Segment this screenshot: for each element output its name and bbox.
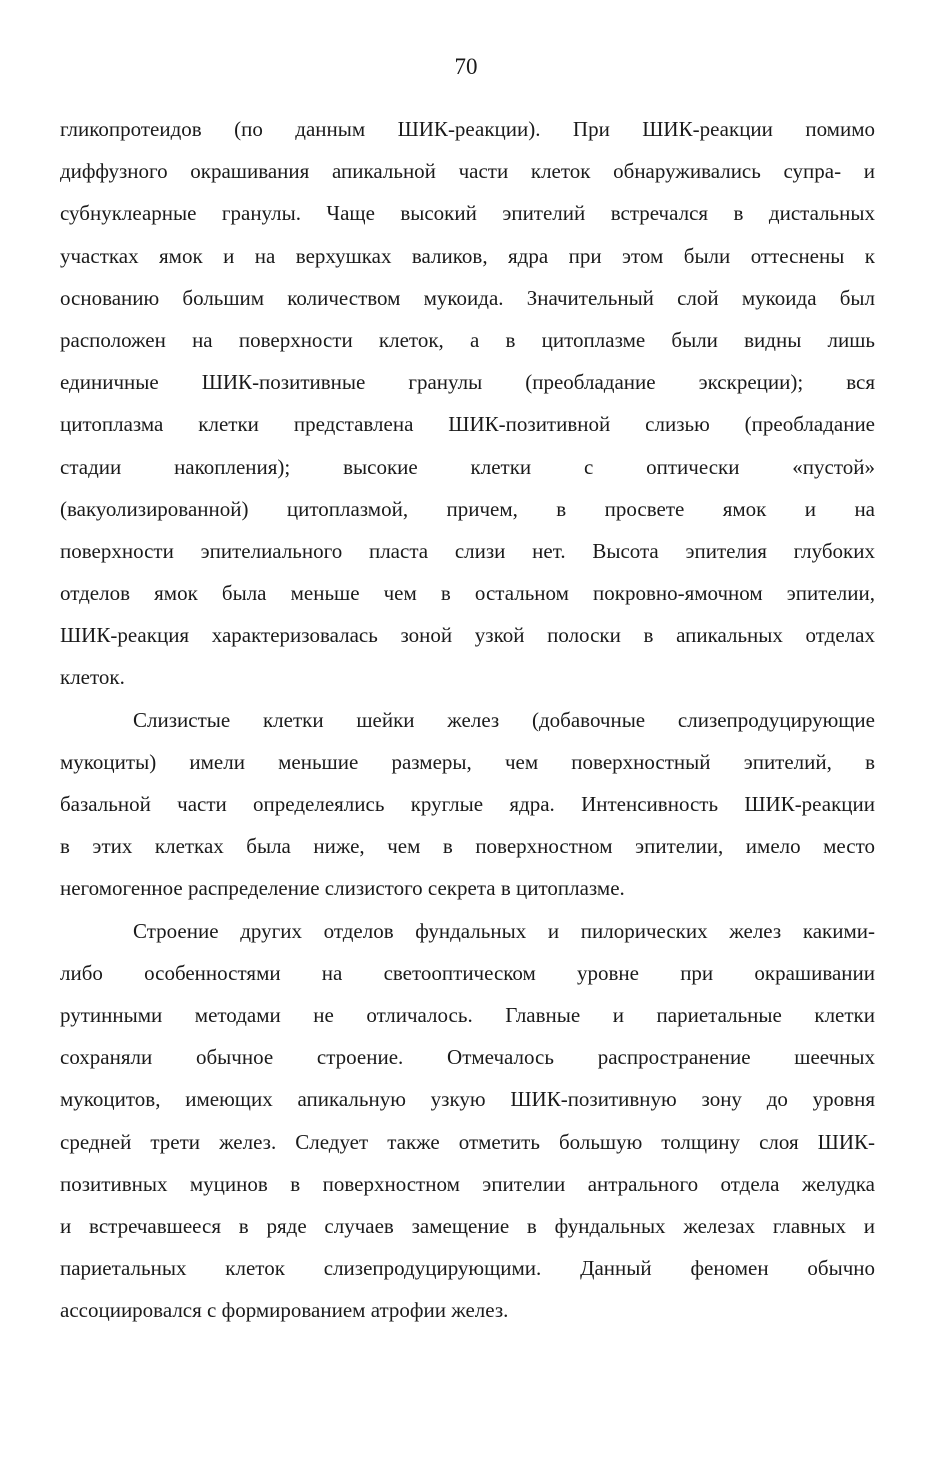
paragraph-1 xyxy=(60,108,875,699)
text-line: субнуклеарные гранулы. Чаще высокий эпителий встречался в дистальных xyxy=(60,201,875,226)
text-line: клеток. xyxy=(60,665,125,690)
text-line: позитивных муцинов в поверхностном эпителии антрального отдела желудка xyxy=(60,1171,875,1196)
text-line: Строение других отделов фундальных и пилорических желез какими- xyxy=(133,918,875,943)
text-line: мукоциты) имели меньшие размеры, чем поверхностный эпителий, в xyxy=(60,749,875,774)
text-line: диффузного окрашивания апикальной части клеток обнаруживались супра- и xyxy=(60,159,875,184)
text-line: мукоцитов, имеющих апикальную узкую ШИК-позитивную зону до уровня xyxy=(60,1087,875,1112)
text-line: поверхности эпителиального пласта слизи нет. Высота эпителия глубоких xyxy=(60,538,875,563)
page-number: 70 xyxy=(454,54,478,79)
text-line: отделов ямок была меньше чем в остальном покровно-ямочном эпителии, xyxy=(60,581,875,606)
text-line: париетальных клеток слизепродуцирующими. Данный феномен обычно xyxy=(60,1256,875,1281)
text-line: либо особенностями на светооптическом уровне при окрашивании xyxy=(60,960,875,985)
text-line: (вакуолизированной) цитоплазмой, причем, в просвете ямок и на xyxy=(60,496,875,521)
text-line: средней трети желез. Следует также отметить большую толщину слоя ШИК- xyxy=(60,1129,875,1154)
text-line: стадии накопления); высокие клетки с оптически «пустой» xyxy=(60,454,875,479)
text-line: основанию большим количеством мукоида. Значительный слой мукоида был xyxy=(60,285,875,310)
text-line: рутинными методами не отличалось. Главные и париетальные клетки xyxy=(60,1002,875,1027)
text-line: базальной части определеялись круглые ядра. Интенсивность ШИК-реакции xyxy=(60,792,875,816)
paragraph-3 xyxy=(60,910,875,1332)
text-line: участках ямок и на верхушках валиков, ядра при этом были оттеснены к xyxy=(60,243,875,268)
text-line: единичные ШИК-позитивные гранулы (преобладание экскреции); вся xyxy=(60,370,875,395)
text-line: и встречавшееся в ряде случаев замещение в фундальных железах главных и xyxy=(60,1213,875,1238)
body-text xyxy=(60,108,875,1331)
text-line: гликопротеидов (по данным ШИК-реакции). При ШИК-реакции помимо xyxy=(60,117,875,141)
text-line: расположен на поверхности клеток, а в цитоплазме были видны лишь xyxy=(60,327,875,352)
text-line: ассоциировался с формированием атрофии желез. xyxy=(60,1298,509,1323)
text-line: цитоплазма клетки представлена ШИК-позитивной слизью (преобладание xyxy=(60,412,875,437)
text-line: сохраняли обычное строение. Отмечалось распространение шеечных xyxy=(60,1045,875,1070)
paragraph-2 xyxy=(60,699,875,910)
text-line: в этих клетках была ниже, чем в поверхностном эпителии, имело место xyxy=(60,834,875,859)
text-line: ШИК-реакция характеризовалась зоной узкой полоски в апикальных отделах xyxy=(60,623,875,648)
text-line: негомогенное распределение слизистого секрета в цитоплазме. xyxy=(60,876,625,901)
text-line: Слизистые клетки шейки желез (добавочные слизепродуцирующие xyxy=(133,707,875,732)
